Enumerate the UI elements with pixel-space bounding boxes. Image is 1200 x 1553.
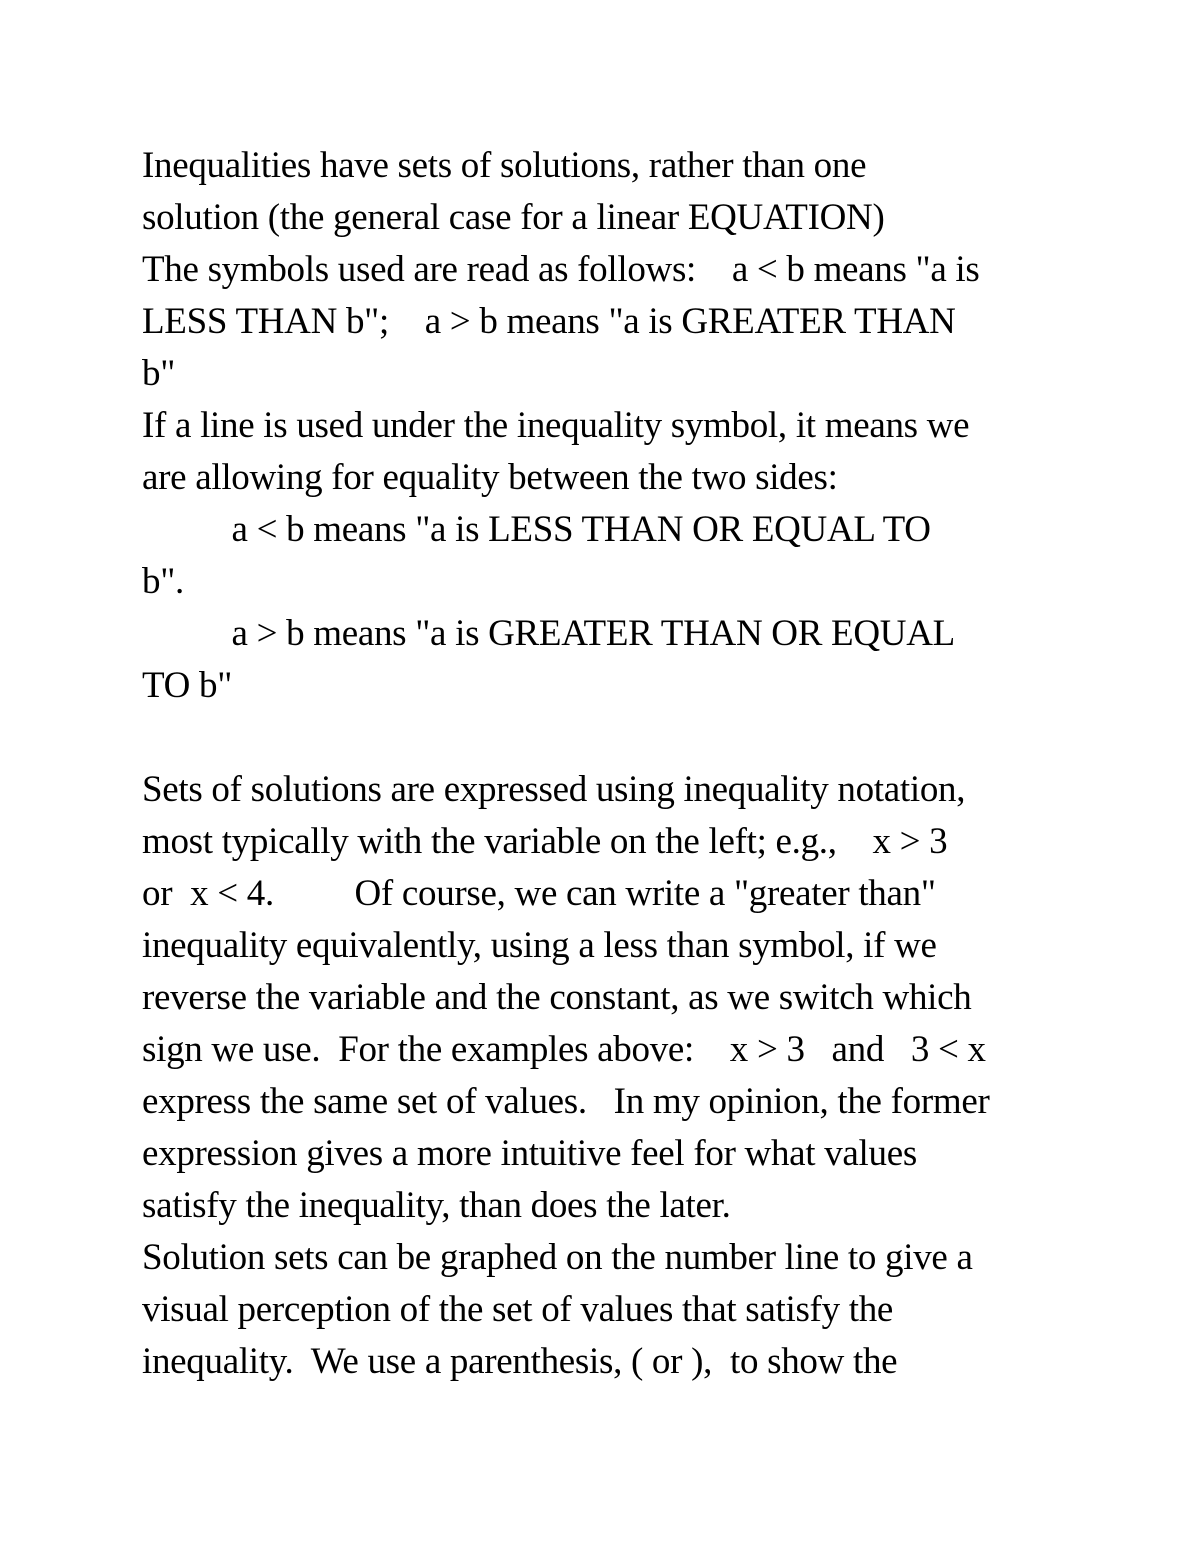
text-line: LESS THAN b"; a > b means "a is GREATER THAN bbox=[142, 301, 956, 342]
text-line: TO b" bbox=[142, 665, 233, 706]
text-line: visual perception of the set of values that satisfy the bbox=[142, 1289, 894, 1330]
text-line: inequality equivalently, using a less than symbol, if we bbox=[142, 925, 937, 966]
text-line: If a line is used under the inequality symbol, it means we bbox=[142, 405, 970, 446]
text-line: sign we use. For the examples above: x > 3 and 3 < x bbox=[142, 1029, 986, 1070]
text-line: reverse the variable and the constant, as we switch which bbox=[142, 977, 972, 1018]
text-line: a > b means "a is GREATER THAN OR EQUAL bbox=[142, 613, 955, 654]
text-line: Sets of solutions are expressed using inequality notation, bbox=[142, 769, 966, 810]
document-body bbox=[142, 140, 1082, 1388]
text-line: solution (the general case for a linear EQUATION) bbox=[142, 197, 885, 238]
text-line: most typically with the variable on the left; e.g., x > 3 bbox=[142, 821, 948, 862]
text-line: b" bbox=[142, 353, 176, 394]
text-line: expression gives a more intuitive feel for what values bbox=[142, 1133, 917, 1174]
text-line: or x < 4. Of course, we can write a "greater than" bbox=[142, 873, 936, 914]
blank-line bbox=[142, 712, 1082, 764]
text-line: Solution sets can be graphed on the number line to give a bbox=[142, 1237, 973, 1278]
text-line: satisfy the inequality, than does the later. bbox=[142, 1185, 731, 1226]
text-line: b". bbox=[142, 561, 184, 602]
text-line: are allowing for equality between the two sides: bbox=[142, 457, 838, 498]
text-line: Inequalities have sets of solutions, rather than one bbox=[142, 145, 867, 186]
text-line: The symbols used are read as follows: a < b means "a is bbox=[142, 249, 980, 290]
text-line: inequality. We use a parenthesis, ( or ), to show the bbox=[142, 1341, 898, 1382]
text-line: a < b means "a is LESS THAN OR EQUAL TO bbox=[142, 509, 931, 550]
text-line: express the same set of values. In my opinion, the former bbox=[142, 1081, 990, 1122]
